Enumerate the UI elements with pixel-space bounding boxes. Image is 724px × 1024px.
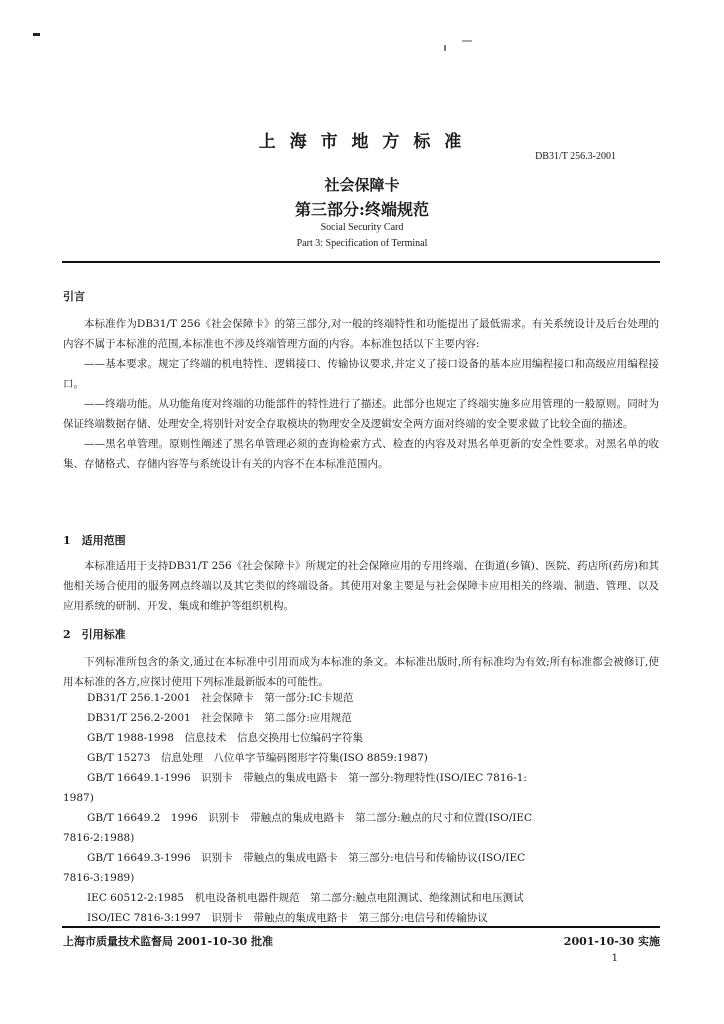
reference-item: GB/T 16649.3-1996 识别卡 带触点的集成电路卡 第三部分:电信号和传输协议(ISO/IEC <box>87 852 526 864</box>
reference-item-continuation: 1987) <box>63 792 94 804</box>
title-en-main: Social Security Card <box>320 222 404 233</box>
scope-paragraph: 本标准适用于支持DB31/T 256《社会保障卡》所规定的社会保障应用的专用终端、在街道(乡镇)、医院、药店所(药房)和其他相关场合使用的服务网点终端以及其它类似的终端设备。其使用对象主要是与社会保障卡应用相关的终端、制造、管理、以及应用系统的研制、开发、集成和维护等组织机构。 <box>63 560 659 612</box>
section-1-body <box>63 556 659 616</box>
reference-item-continuation: 7816-3:1989) <box>63 872 135 884</box>
intro-body <box>63 314 659 474</box>
intro-paragraph: ——终端功能。从功能角度对终端的功能部件的特性进行了描述。此部分也规定了终端实施多应用管理的一般原则。同时为保证终端数据存储、处理安全,将别针对安全存取模块的物理安全及逻辑安全两方面对终端的安全要求做了比较全面的描述。 <box>63 398 659 430</box>
title-zh-part: 第三部分:终端规范 <box>295 200 429 219</box>
standard-number: DB31/T 256.3-2001 <box>535 151 616 162</box>
intro-paragraph: ——基本要求。规定了终端的机电特性、逻辑接口、传输协议要求,并定义了接口设备的基本应用编程接口和高级应用编程接口。 <box>63 358 659 390</box>
reference-item: IEC 60512-2:1985 机电设备机电器件规范 第二部分:触点电阻测试、绝缘测试和电压测试 <box>87 892 524 904</box>
approval-line: 上海市质量技术监督局 2001-10-30 批准 <box>63 935 274 948</box>
scan-speck <box>444 45 446 51</box>
reference-item: DB31/T 256.2-2001 社会保障卡 第二部分:应用规范 <box>87 712 352 724</box>
header-rule <box>62 261 660 263</box>
intro-paragraph: 本标准作为DB31/T 256《社会保障卡》的第三部分,对一般的终端特性和功能提出了最低需求。有关系统设计及后台处理的内容不属于本标准的范围,本标准也不涉及终端管理方面的内容。本标准包括以下主要内容: <box>63 318 659 350</box>
org-title: 上 海 市 地 方 标 准 <box>258 132 466 152</box>
scan-speck <box>462 40 472 42</box>
scan-speck <box>33 33 40 36</box>
reference-intro-paragraph: 下列标准所包含的条文,通过在本标准中引用而成为本标准的条文。本标准出版时,所有标准均为有效;所有标准都会被修订,使用本标准的各方,应探讨使用下列标准最新版本的可能性。 <box>63 656 659 688</box>
reference-item: DB31/T 256.1-2001 社会保障卡 第一部分:IC卡规范 <box>87 692 354 704</box>
reference-item: GB/T 16649.1-1996 识别卡 带触点的集成电路卡 第一部分:物理特性(ISO/IEC 7816-1: <box>87 772 527 784</box>
section-2-heading: 2 引用标准 <box>63 628 126 641</box>
reference-list <box>63 688 661 928</box>
reference-item: GB/T 15273 信息处理 八位单字节编码图形字符集(ISO 8859:1987) <box>87 752 428 764</box>
title-en-part: Part 3: Specification of Terminal <box>296 238 428 249</box>
section-2-body <box>63 652 659 692</box>
footer-rule <box>62 926 660 928</box>
title-zh-main: 社会保障卡 <box>324 176 400 194</box>
implementation-date: 2001-10-30 实施 <box>563 935 660 948</box>
reference-item: GB/T 16649.2 1996 识别卡 带触点的集成电路卡 第二部分:触点的尺寸和位置(ISO/IEC <box>87 812 533 824</box>
section-1-heading: 1 适用范围 <box>63 534 126 547</box>
reference-item: ISO/IEC 7816-3:1997 识别卡 带触点的集成电路卡 第三部分:电信号和传输协议 <box>87 912 488 924</box>
reference-item: GB/T 1988-1998 信息技术 信息交换用七位编码字符集 <box>87 732 363 744</box>
page-number: 1 <box>611 953 618 964</box>
reference-item-continuation: 7816-2:1988) <box>63 832 135 844</box>
intro-paragraph: ——黑名单管理。原则性阐述了黑名单管理必须的查询检索方式、检查的内容及对黑名单更新的安全性要求。对黑名单的收集、存储格式、存储内容等与系统设计有关的内容不在本标准范围内。 <box>63 438 659 470</box>
intro-heading: 引言 <box>63 290 85 303</box>
